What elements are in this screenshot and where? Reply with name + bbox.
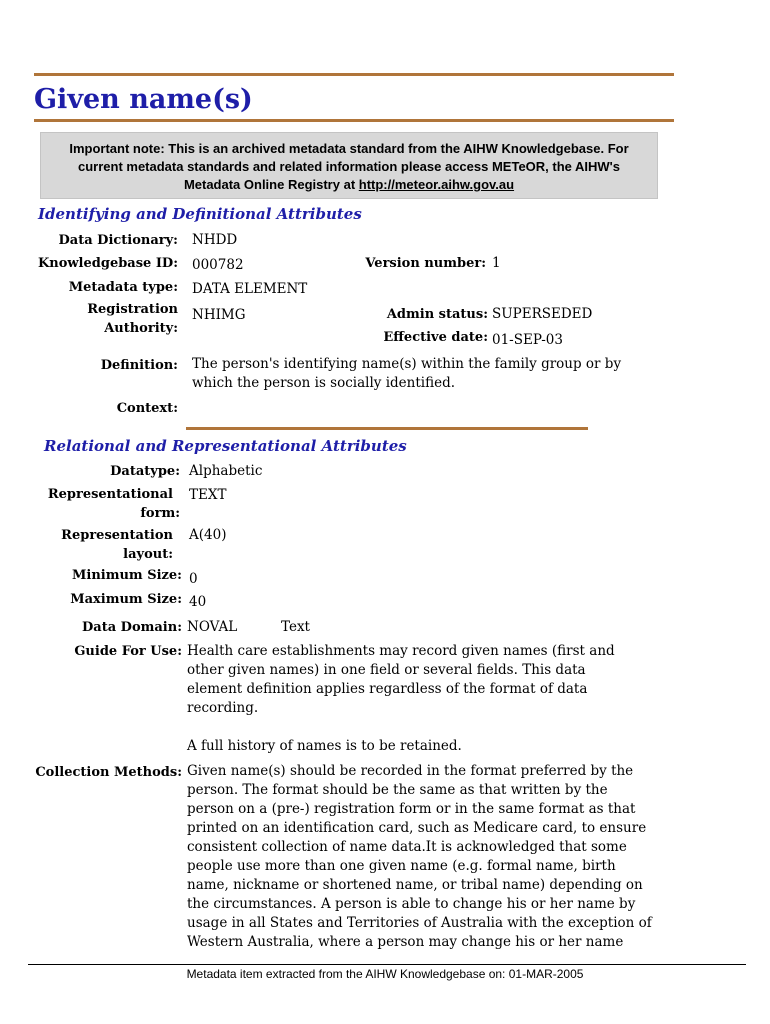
metadata-type-label: Metadata type: <box>68 280 178 295</box>
effective-date-value: 01-SEP-03 <box>492 332 563 348</box>
top-rule <box>34 73 674 76</box>
guide-line: other given names) in one field or several fields. This data <box>187 662 586 678</box>
rep-form-label-1: Representational <box>47 487 173 502</box>
metadata-type-value: DATA ELEMENT <box>192 281 308 297</box>
max-size-value: 40 <box>189 594 207 610</box>
definition-line-2: which the person is socially identified. <box>192 375 456 391</box>
rep-form-value: TEXT <box>189 487 227 503</box>
data-domain-value: NOVAL <box>187 619 238 635</box>
collection-line: Given name(s) should be recorded in the format preferred by the <box>187 763 634 779</box>
datatype-value: Alphabetic <box>189 463 263 479</box>
collection-label: Collection Methods: <box>35 765 182 780</box>
version-value: 1 <box>492 255 501 271</box>
guide-line: element definition applies regardless of the format of data <box>187 681 588 697</box>
guide-label: Guide For Use: <box>74 644 182 659</box>
meteor-link[interactable]: http://meteor.aihw.gov.au <box>358 177 515 192</box>
footer-text: Metadata item extracted from the AIHW Knowledgebase on: 01-MAR-2005 <box>186 967 584 981</box>
collection-line: people use more than one given name (e.g. formal name, birth <box>187 858 616 874</box>
collection-line: person. The format should be the same as that written by the <box>187 782 608 798</box>
collection-line: Western Australia, where a person may change his or her name <box>187 934 624 950</box>
rep-form-label-2: form: <box>140 506 180 521</box>
guide-line: Health care establishments may record given names (first and <box>187 643 615 659</box>
identifying-heading: Identifying and Definitional Attributes <box>38 205 362 223</box>
reg-auth-value: NHIMG <box>192 307 246 323</box>
archive-note-box <box>40 132 658 199</box>
archive-note-line-2: current metadata standards and related information please access METeOR, the AIHW's <box>77 159 621 174</box>
admin-status-label: Admin status: <box>386 307 488 322</box>
collection-line: name, nickname or shortened name, or tribal name) depending on <box>187 877 643 893</box>
kb-id-label: Knowledgebase ID: <box>37 256 178 271</box>
context-label: Context: <box>116 401 178 416</box>
reg-auth-label-2: Authority: <box>104 321 178 336</box>
reg-auth-label-1: Registration <box>87 302 178 317</box>
collection-line: consistent collection of name data.It is acknowledged that some <box>187 839 627 855</box>
definition-line-1: The person's identifying name(s) within the family group or by <box>192 356 622 372</box>
collection-line: printed on an identification card, such as Medicare card, to ensure <box>187 820 647 836</box>
max-size-label: Maximum Size: <box>70 592 182 607</box>
relational-heading: Relational and Representational Attributes <box>44 437 407 455</box>
min-size-label: Minimum Size: <box>72 568 182 583</box>
definition-label: Definition: <box>100 358 178 373</box>
page-title: Given name(s) <box>34 84 253 115</box>
guide-line: recording. <box>187 700 259 716</box>
collection-line: usage in all States and Territories of Australia with the exception of <box>187 915 652 931</box>
data-domain-label: Data Domain: <box>82 620 182 635</box>
collection-line: person on a (pre-) registration form or in the same format as that <box>187 801 636 817</box>
version-label: Version number: <box>365 256 486 271</box>
data-dictionary-value: NHDD <box>192 232 238 248</box>
rep-layout-label-2: layout: <box>123 547 173 562</box>
title-rule <box>34 119 674 122</box>
archive-note-line-1: Important note: This is an archived metadata standard from the AIHW Knowledgebase. For <box>69 141 629 156</box>
effective-date-label: Effective date: <box>383 330 488 345</box>
admin-status-value: SUPERSEDED <box>492 306 593 322</box>
collection-line: the circumstances. A person is able to change his or her name by <box>187 896 636 912</box>
min-size-value: 0 <box>189 571 198 587</box>
data-domain-text: Text <box>281 619 310 635</box>
archive-note-prefix: Metadata Online Registry at <box>183 177 359 192</box>
archive-note-line-3 <box>41 176 657 194</box>
datatype-label: Datatype: <box>110 464 180 479</box>
guide-extra: A full history of names is to be retained. <box>187 738 462 754</box>
relational-rule <box>186 427 588 430</box>
data-dictionary-label: Data Dictionary: <box>58 233 178 248</box>
footer-rule <box>28 964 746 965</box>
rep-layout-value: A(40) <box>189 527 227 543</box>
kb-id-value: 000782 <box>192 257 244 273</box>
rep-layout-label-1: Representation <box>61 528 173 543</box>
